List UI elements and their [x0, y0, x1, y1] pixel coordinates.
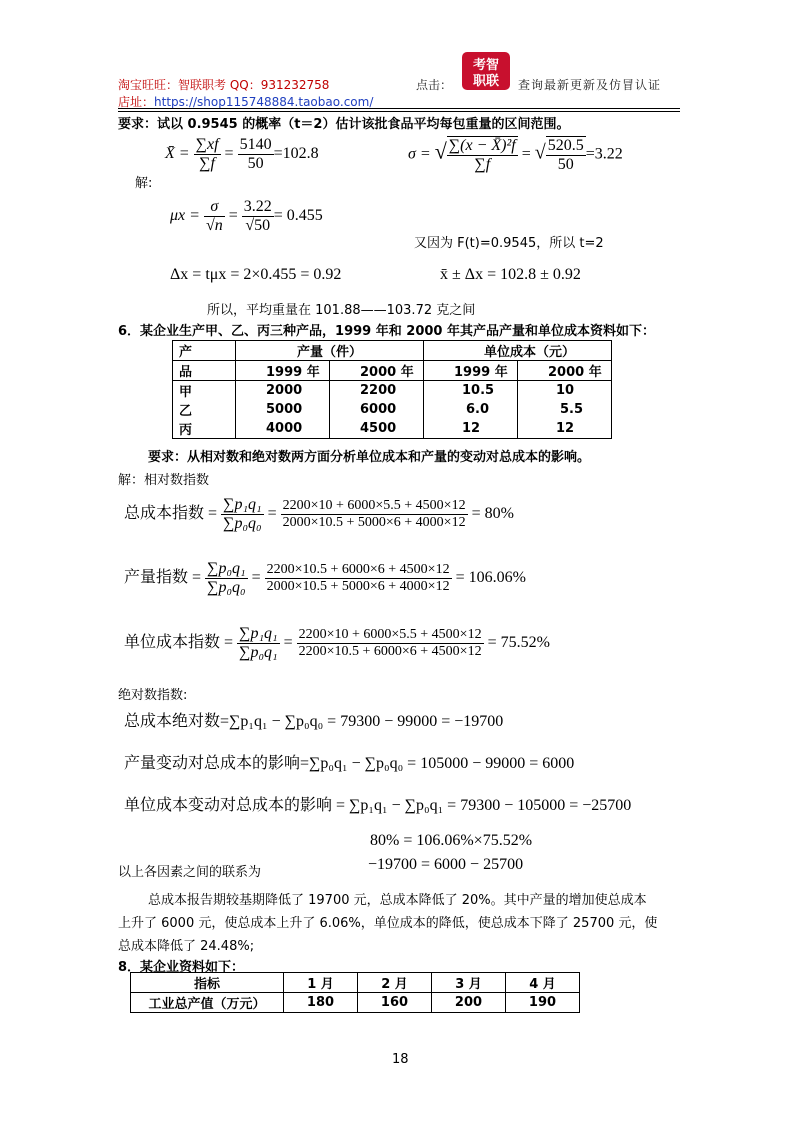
zhilian-logo[interactable]	[460, 50, 512, 92]
table-row: 乙 5000 6000 6.0 5.5	[173, 400, 612, 419]
mean-formula: X̄ = $\frac{\sum xf}{\sum f}$ = $\frac{5140}{50}$ =102.8	[165, 136, 319, 172]
page-number: 18	[392, 1052, 409, 1067]
table-head-product-bottom: 品	[173, 361, 236, 381]
abs-total-formula: 总成本绝对数=∑p₁q₁ − ∑p₀q₀ = 79300 − 99000 = −19700	[124, 713, 504, 730]
abs-cost-formula: 单位成本变动对总成本的影响 = ∑p₁q₁ − ∑p₀q₁ = 79300 − 105000 = −25700	[124, 797, 632, 814]
table-row: 工业总产值（万元） 180 160 200 190	[131, 993, 580, 1013]
summary-line-2: 上升了 6000 元，使总成本上升了 6.06%，单位成本的降低，使总成本下降了 25700 元，使	[118, 916, 658, 931]
q6-solve-label: 解：相对数指数	[118, 473, 210, 488]
q6-data-table	[172, 340, 612, 439]
table-row: 丙 4000 4500 12 12	[173, 419, 612, 439]
header-taobao: 淘宝旺旺：智联职考 QQ：931232758	[118, 78, 330, 92]
header-rule	[118, 108, 680, 109]
table-head-qty: 产量（件）	[236, 341, 424, 361]
summary-line-3: 总成本降低了 24.48%;	[118, 939, 255, 954]
table-year: 1999 年	[236, 361, 330, 381]
svg-text:考智: 考智	[472, 58, 500, 73]
shop-url-link[interactable]: https://shop115748884.taobao.com/	[154, 95, 374, 109]
index-total-formula: 总成本指数 = $\frac{\text{∑p₁q₁}}{\text{∑p₀q₀}}$ = $\frac{2200\times 10 + 6000\times 5.5 + 4500\times 12}{2000\times 10.5 + 5000\times 6 + 4000\times 12}$ = 80%	[124, 496, 514, 532]
table-year: 2000 年	[518, 361, 612, 381]
abs-label: 绝对数指数:	[118, 688, 188, 703]
header-rule-thin	[118, 111, 680, 112]
sigma-formula: σ = √ $\frac{\text{∑(x − X̄)²f}}{\sum f}$ = √ $\frac{520.5}{50}$ =3.22	[408, 137, 623, 173]
mu-formula: μx = $\frac{\sigma}{√n}$ = $\frac{3.22}{√50}$ = 0.455	[170, 198, 323, 234]
interval-formula: x̄ ± Δx = 102.8 ± 0.92	[440, 266, 581, 283]
relation-formula-1: 80% = 106.06%×75.52%	[370, 832, 533, 849]
header-click-label: 点击：	[416, 78, 453, 92]
svg-text:职联: 职联	[472, 74, 500, 89]
q5-requirement: 要求：试以 0.9545 的概率（t＝2）估计该批食品平均每包重量的区间范围。	[118, 117, 570, 132]
summary-line-1: 总成本报告期较基期降低了 19700 元，总成本降低了 20%。其中产量的增加使总成本	[148, 893, 647, 908]
delta-formula: Δx = tμx = 2×0.455 = 0.92	[170, 266, 342, 283]
index-qty-formula: 产量指数 = $\frac{\text{∑p₀q₁}}{\text{∑p₀q₀}}$ = $\frac{2200\times 10.5 + 6000\times 6 + 4500\times 12}{2000\times 10.5 + 5000\times 6 + 4000\times 12}$ = 106.06%	[124, 560, 526, 596]
table-head-product-top: 产	[173, 341, 236, 361]
index-cost-formula: 单位成本指数 = $\frac{\text{∑p₁q₁}}{\text{∑p₀q₁}}$ = $\frac{2200\times 10 + 6000\times 5.5 + 4500\times 12}{2200\times 10.5 + 6000\times 6 + 4500\times 12}$ = 75.52%	[124, 625, 550, 661]
relation-formula-2: −19700 = 6000 − 25700	[368, 856, 524, 873]
table-row: 甲 2000 2200 10.5 10	[173, 381, 612, 401]
table-head-cost: 单位成本（元）	[424, 341, 612, 361]
abs-qty-formula: 产量变动对总成本的影响=∑p₀q₁ − ∑p₀q₀ = 105000 − 99000 = 6000	[124, 755, 575, 772]
q6-title: 6．某企业生产甲、乙、丙三种产品，1999 年和 2000 年其产品产量和单位成本资料如下：	[118, 324, 655, 339]
q5-solve-label: 解:	[135, 176, 153, 191]
header-verify-text: 查询最新更新及仿冒认证	[518, 78, 662, 92]
table-year: 2000 年	[330, 361, 424, 381]
q8-data-table	[130, 972, 580, 1013]
table-year: 1999 年	[424, 361, 518, 381]
q6-requirement: 要求：从相对数和绝对数两方面分析单位成本和产量的变动对总成本的影响。	[148, 450, 591, 465]
ft-note: 又因为 F(t)=0.9545，所以 t=2	[414, 236, 604, 251]
q8-title: 8．某企业资料如下：	[118, 960, 245, 975]
relation-label: 以上各因素之间的联系为	[118, 865, 262, 880]
q5-conclusion: 所以，平均重量在 101.88——103.72 克之间	[207, 303, 476, 318]
table-header-row: 指标 1 月 2 月 3 月 4 月	[131, 973, 580, 993]
shop-label: 店址：	[118, 95, 155, 109]
